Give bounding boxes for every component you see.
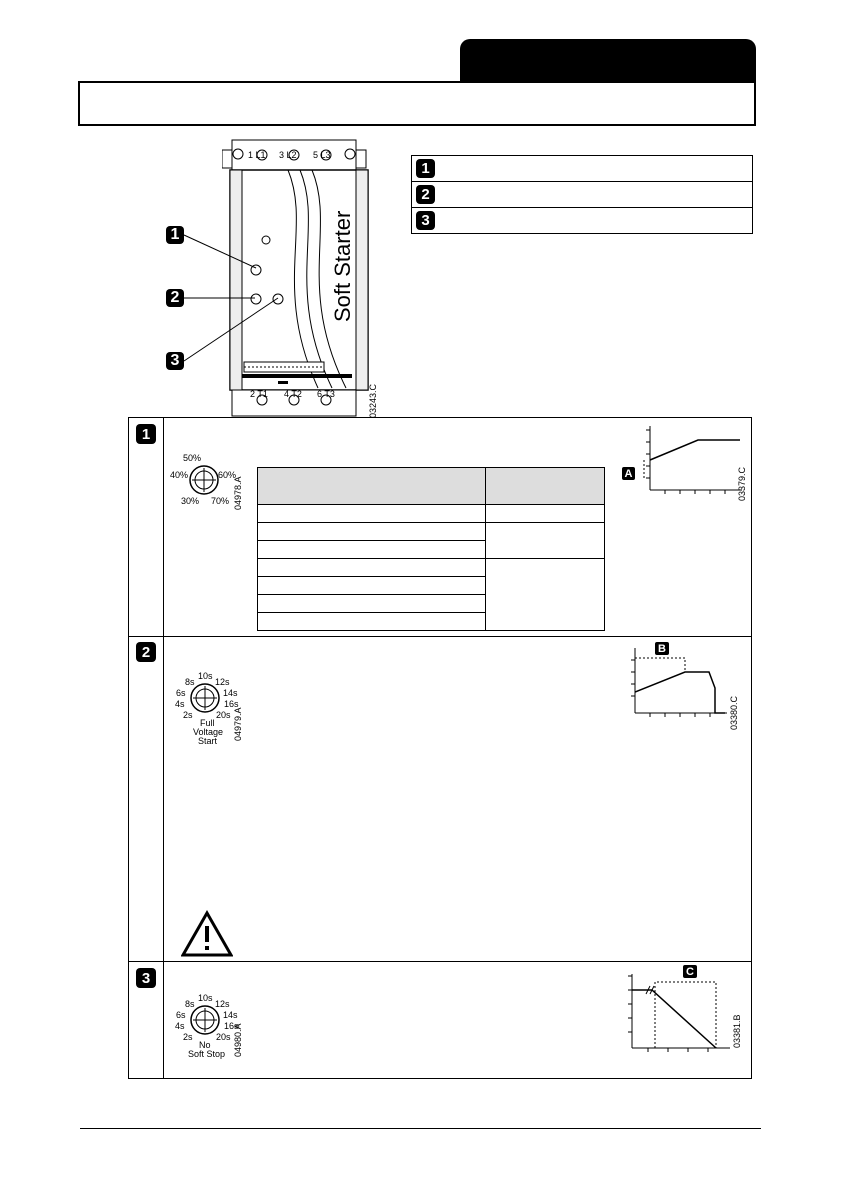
graph-reference-1: 03379.C <box>737 466 747 501</box>
initial-current-graph <box>620 420 750 515</box>
stop-tick-10s: 10s <box>198 993 213 1003</box>
stop-label-no: No <box>199 1040 211 1050</box>
callout-badge-1: 1 <box>166 226 184 244</box>
section-badge-1: 1 <box>136 424 156 444</box>
callout-badge-2: 2 <box>166 289 184 307</box>
legend-row-1: 1 <box>412 156 752 182</box>
dial-tick-50: 50% <box>183 453 202 463</box>
start-tick-12s: 12s <box>215 677 230 687</box>
frame-divider <box>163 417 164 1079</box>
dial-tick-30: 30% <box>181 496 200 506</box>
callout-badge-3: 3 <box>166 352 184 370</box>
stop-tick-20s: 20s <box>216 1032 231 1042</box>
terminal-l3-label: 5 L3 <box>313 150 331 160</box>
terminal-t2-label: 4 T2 <box>284 389 302 399</box>
stop-tick-8s: 8s <box>185 999 195 1009</box>
legend-row-2: 2 <box>412 182 752 208</box>
dial-tick-70: 70% <box>211 496 230 506</box>
stop-tick-4s: 4s <box>175 1021 185 1031</box>
start-tick-20s: 20s <box>216 710 231 720</box>
section-badge-2: 2 <box>136 642 156 662</box>
stop-tick-14s: 14s <box>223 1010 238 1020</box>
start-tick-6s: 6s <box>176 688 186 698</box>
dial-reference-1: 04978.A <box>233 476 243 510</box>
legend-row-3: 3 <box>412 208 752 233</box>
dial-reference-3: 04980.A <box>233 1023 243 1057</box>
start-tick-16s: 16s <box>224 699 239 709</box>
marker-b: B <box>655 642 669 655</box>
graph-reference-2: 03380.C <box>729 695 739 730</box>
stop-tick-2s: 2s <box>183 1032 193 1042</box>
start-tick-4s: 4s <box>175 699 185 709</box>
start-label-start: Start <box>198 736 218 746</box>
initial-current-dial <box>186 462 222 498</box>
warning-icon <box>181 910 233 958</box>
start-ramp-graph <box>625 640 745 730</box>
dial-tick-40: 40% <box>170 470 189 480</box>
stop-ramp-graph <box>618 964 743 1056</box>
start-tick-8s: 8s <box>185 677 195 687</box>
marker-c: C <box>683 965 697 978</box>
start-tick-14s: 14s <box>223 688 238 698</box>
footer-rule <box>80 1128 761 1129</box>
section-divider-2 <box>128 636 752 637</box>
start-tick-10s: 10s <box>198 671 213 681</box>
device-brand-label: Soft Starter <box>330 210 355 322</box>
stop-tick-6s: 6s <box>176 1010 186 1020</box>
terminal-t3-label: 6 T3 <box>317 389 335 399</box>
graph-reference-3: 03381.B <box>732 1014 742 1048</box>
stop-label-soft-stop: Soft Stop <box>188 1049 226 1059</box>
marker-a: A <box>622 467 635 480</box>
dial-reference-2: 04979.A <box>233 707 243 741</box>
terminal-t1-label: 2 T1 <box>250 389 268 399</box>
device-reference: 03243.C <box>368 383 378 418</box>
legend-table <box>411 155 753 234</box>
start-label-voltage: Voltage <box>193 727 224 737</box>
start-tick-2s: 2s <box>183 710 193 720</box>
terminal-l1-label: 1 L1 <box>248 150 266 160</box>
terminal-l2-label: 3 L2 <box>279 150 297 160</box>
section-badge-3: 3 <box>136 968 156 988</box>
start-label-full: Full <box>200 718 215 728</box>
stop-tick-16s: 16s <box>224 1021 239 1031</box>
section-divider-3 <box>128 961 752 962</box>
stop-tick-12s: 12s <box>215 999 230 1009</box>
dial-tick-60: 60% <box>218 470 237 480</box>
initial-current-table <box>257 467 605 631</box>
